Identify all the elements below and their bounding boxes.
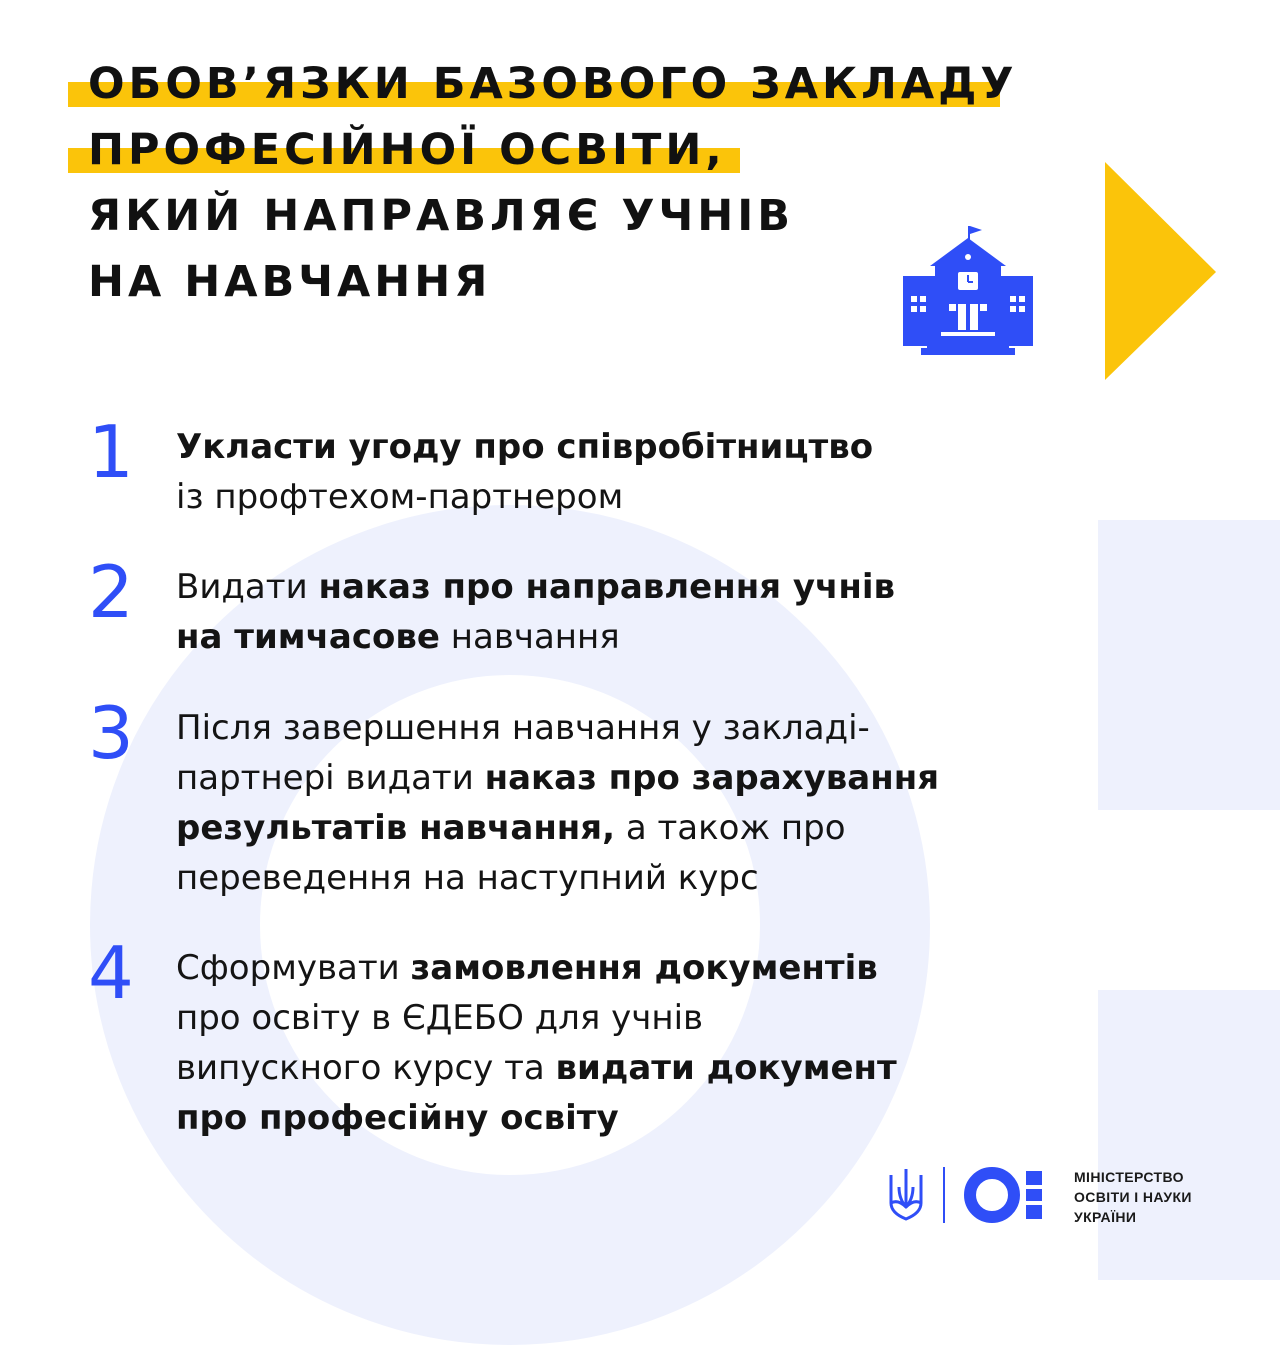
step-text-line bbox=[176, 753, 1056, 803]
title-line-1: ОБОВ’ЯЗКИ БАЗОВОГО ЗАКЛАДУ bbox=[88, 58, 1018, 124]
trident-coat-of-arms-icon bbox=[886, 1167, 926, 1223]
bold-run: про професійну освіту bbox=[176, 1098, 619, 1138]
title-line-4: НА НАВЧАННЯ bbox=[88, 257, 492, 307]
step-text-line bbox=[176, 853, 1056, 903]
bold-run: видати документ bbox=[555, 1048, 897, 1088]
step-text bbox=[176, 703, 1056, 903]
step-number: 3 bbox=[88, 691, 134, 775]
step-text-line bbox=[176, 803, 1056, 853]
mon-logo-icon bbox=[962, 1165, 1058, 1225]
text-run: Видати bbox=[176, 567, 319, 607]
title-line-3: ЯКИЙ НАПРАВЛЯЄ УЧНІВ bbox=[88, 191, 795, 241]
text-run: Після завершення навчання у закладі- bbox=[176, 708, 870, 748]
school-building-icon bbox=[903, 224, 1033, 356]
step-text-line bbox=[176, 562, 1056, 612]
bold-run: наказ про зарахування bbox=[484, 758, 940, 798]
step-text bbox=[176, 943, 1056, 1143]
title-line-2: ПРОФЕСІЙНОЇ ОСВІТИ, bbox=[88, 124, 1018, 190]
step-number: 2 bbox=[88, 550, 134, 634]
text-run: випускного курсу та bbox=[176, 1048, 556, 1088]
step-text bbox=[176, 562, 1056, 662]
step-text-line bbox=[176, 993, 1056, 1043]
text-run: переведення на наступний курс bbox=[176, 858, 759, 898]
step-text-line bbox=[176, 1093, 1056, 1143]
bold-run: результатів навчання, bbox=[176, 808, 616, 848]
step-text-line bbox=[176, 703, 1056, 753]
bold-run: наказ про направлення учнів bbox=[318, 567, 896, 607]
play-arrow-icon bbox=[1103, 162, 1218, 382]
background-block-lower bbox=[1098, 990, 1280, 1280]
text-run: навчання bbox=[439, 617, 620, 657]
text-run: а також про bbox=[615, 808, 846, 848]
bold-run: замовлення документів bbox=[410, 948, 878, 988]
ministry-name: МІНІСТЕРСТВО ОСВІТИ І НАУКИ УКРАЇНИ bbox=[1074, 1169, 1192, 1225]
step-text bbox=[176, 422, 1056, 522]
step-number: 4 bbox=[88, 931, 134, 1015]
background-block-upper bbox=[1098, 520, 1280, 810]
text-run: про освіту в ЄДЕБО для учнів bbox=[176, 998, 704, 1038]
bold-run: Укласти угоду про співробітництво bbox=[176, 427, 874, 467]
step-text-line bbox=[176, 422, 1056, 472]
text-run: партнері видати bbox=[176, 758, 485, 798]
step-text-line bbox=[176, 472, 1056, 522]
step-text-line bbox=[176, 612, 1056, 662]
step-text-line bbox=[176, 1043, 1056, 1093]
page-title bbox=[88, 58, 1018, 322]
text-run: із профтехом-партнером bbox=[176, 477, 624, 517]
bold-run: на тимчасове bbox=[176, 617, 440, 657]
step-number: 1 bbox=[88, 410, 134, 494]
logo-divider bbox=[943, 1167, 945, 1223]
step-text-line bbox=[176, 943, 1056, 993]
text-run: Сформувати bbox=[176, 948, 411, 988]
